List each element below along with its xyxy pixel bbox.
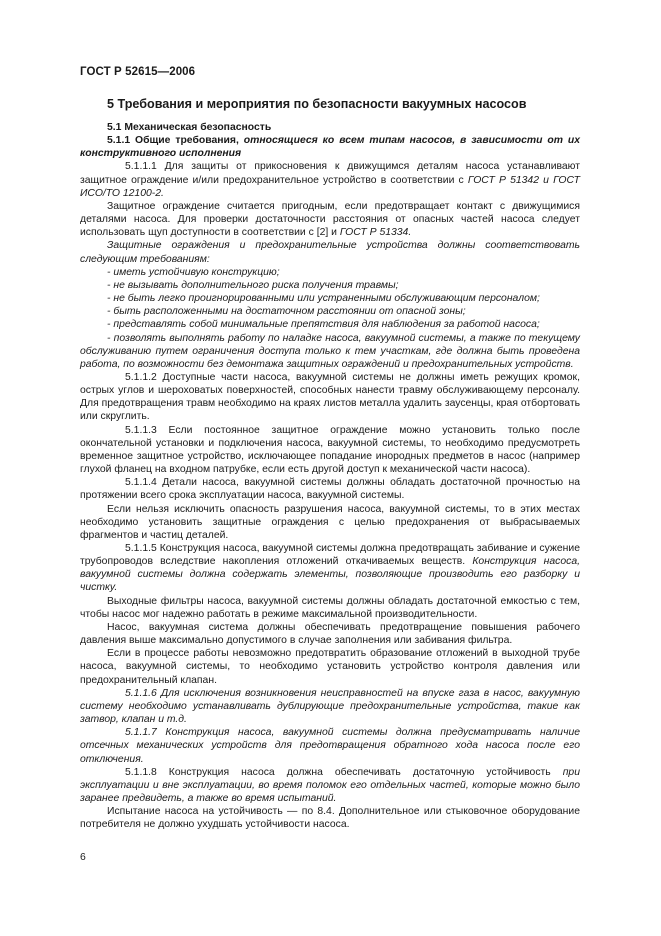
document-code: ГОСТ Р 52615—2006 [80, 66, 196, 78]
list-item: - не быть легко проигнорированными или устраненными обслуживающим персоналом; [107, 293, 540, 305]
clause-5-1-1-7: 5.1.1.7 Конструкция насоса, вакуумной системы должна предусматривать наличие отсечных механических устройств для предотвращения обратного хода насоса после его отключения. [80, 727, 580, 765]
pressure-paragraph: Насос, вакуумная система должны обеспечивать предотвращение повышения рабочего давления выше максимально допустимого в случае заполнения или забивания фильтра. [80, 621, 580, 647]
list-item: - быть расположенными на достаточном расстоянии от опасной зоны; [107, 306, 466, 318]
page-content [80, 96, 580, 831]
filter-paragraph: Выходные фильтры насоса, вакуумной системы должны обладать достаточной емкостью с тем, чтобы насос мог надежно работать в режиме максимальной производительности. [80, 595, 580, 620]
list-item: - позволять выполнять работу по наладке насоса, вакуумной системы, а также по текущему обслуживанию путем ограничения доступа только к тем участкам, где должна быть проведена работа, по возможности без демонтажа защитных ограждений и предохранительных устройств. [80, 332, 580, 370]
clause-5-1-1-1-text: 5.1.1.1 Для защиты от прикосновения к движущимся деталям насоса устанавливают защитное ограждение и/или предохранительное устройство в соответствии с [80, 161, 580, 186]
clause-5-1-1-1-ref: ГОСТ Р 51342 и ГОСТ ИСО/ТО 12100-2. [80, 174, 580, 199]
clause-5-1-1-8-text: 5.1.1.8 Конструкция насоса должна обеспечивать достаточную устойчивость [125, 766, 563, 778]
subsection-title: 5.1 Механическая безопасность [107, 122, 272, 133]
clause-5-1-1 [80, 134, 580, 160]
clause-5-1-1-8 [80, 766, 580, 805]
guard-paragraph [80, 200, 580, 239]
clause-5-1-1-5 [80, 542, 580, 595]
clause-5-1-1-lead: Общие требования, [135, 135, 244, 147]
clause-5-1-1-6: 5.1.1.6 Для исключения возникновения неисправностей на впуске газа в насос, вакуумную систему необходимо устанавливать дублирующие предохранительные устройства, такие как затвор, клапан и т.д. [80, 687, 580, 726]
list-item: - не вызывать дополнительного риска получения травмы; [107, 279, 399, 291]
list-item: - иметь устойчивую конструкцию; [107, 266, 280, 278]
clause-5-1-1-8-italic: при эксплуатации и вне эксплуатации, во время поломок его отдельных частей, которые можно было заранее предвидеть, а также во время испытаний. [80, 766, 580, 804]
page-number: 6 [80, 852, 86, 863]
stability-test-paragraph: Испытание насоса на устойчивость — по 8.4. Дополнительное или стыковочное оборудование потребителя не должно ухудшать устойчивости насоса. [80, 806, 580, 831]
list-item: - представлять собой минимальные препятствия для наблюдения за работой насоса; [107, 319, 540, 331]
guard-paragraph-ref: ГОСТ Р 51334. [339, 227, 412, 239]
clause-5-1-1-text: относящиеся ко всем типам насосов, в зависимости от их конструктивного исполнения [80, 135, 580, 160]
destruction-paragraph: Если нельзя исключить опасность разрушения насоса, вакуумной системы, то в этих местах необходимо установить защитные ограждения с целью предохранения от выбрасываемых фрагментов и частиц деталей. [80, 503, 580, 541]
requirements-intro: Защитные ограждения и предохранительные устройства должны соответствовать следующим требованиям: [80, 240, 580, 265]
clause-5-1-1-2: 5.1.1.2 Доступные части насоса, вакуумной системы не должны иметь режущих кромок, острых углов и шероховатых поверхностей, способных нанести травму обслуживающему персоналу. Для предотвращения травм необходимо на краях листов металла удалить заусенцы, края отбортовать или скруглить. [80, 371, 580, 423]
clause-5-1-1-5-italic: Конструкция насоса, вакуумной системы должна содержать элементы, позволяющие производить его разборку и чистку. [80, 556, 580, 594]
clause-5-1-1-number: 5.1.1 [107, 135, 136, 147]
clause-5-1-1-4: 5.1.1.4 Детали насоса, вакуумной системы должны обладать достаточной прочностью на протяжении всего срока эксплуатации насоса, вакуумной системы. [80, 477, 580, 502]
clause-5-1-1-3: 5.1.1.3 Если постоянное защитное ограждение можно установить только после окончательной установки и подключения насоса, вакуумной системы, то необходимо предусмотреть временное защитное устройство, исключающее попадание инородных предметов в насос (например глухой фланец на входном патрубке, если есть другой доступ к механической части насоса). [80, 424, 580, 476]
clause-5-1-1-5-text: 5.1.1.5 Конструкция насоса, вакуумной системы должна предотвращать забивание и сужение трубопроводов вследствие накопления отложений откачиваемых веществ. [80, 543, 580, 568]
deposit-paragraph: Если в процессе работы невозможно предотвратить образование отложений в выходной трубе насоса, вакуумной системы, то необходимо установить устройство контроля давления или предохранительный клапан. [80, 648, 580, 686]
section-title: 5 Требования и мероприятия по безопасности вакуумных насосов [107, 97, 527, 111]
guard-paragraph-text: Защитное ограждение считается пригодным, если предотвращает контакт с движущимися деталями насоса. Для проверки достаточности расстояния от опасных частей насоса следует использовать щуп доступности в соответствии с [2] и [80, 200, 580, 239]
clause-5-1-1-1 [80, 160, 580, 199]
